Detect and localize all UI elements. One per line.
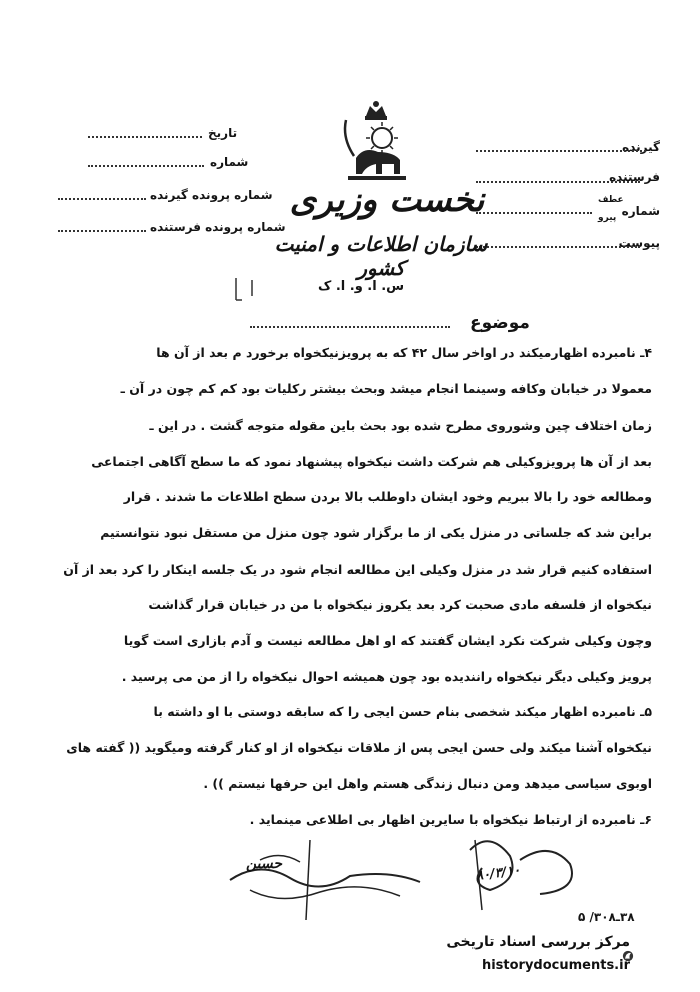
watermark-title: مرکز بررسی اسناد تاریخی: [446, 934, 630, 950]
subject-line: [250, 326, 450, 328]
document-number: ۳۸ـ۳۰۸/ ۵: [578, 910, 635, 924]
body-line: ۶ـ نامبرده از ارتباط نیکخواه با سایرین اظهار بی اطلاعی مینماید .: [249, 812, 652, 827]
headquarters-title: نخست وزیری: [289, 180, 485, 220]
body-line: معمولا در خیابان وکافه وسینما انجام میشد وبحث بیشتر رکلیات بود کم کم چون در آن ـ: [120, 381, 652, 396]
body-line: پرویز وکیلی دیگر نیکخواه رانندیده بود چون همیشه احوال نیکخواه را از من می پرسید .: [121, 669, 652, 684]
body-line: اوبوی سیاسی میدهد ومن دنبال زندگی هستم واهل این حرفها نیستم )) .: [203, 776, 652, 791]
handwritten-note: حسین: [246, 856, 283, 872]
number-label-left: شماره: [210, 155, 249, 169]
date-label: تاریخ: [208, 126, 238, 140]
number-sub-top: عطف: [598, 195, 624, 205]
number-label-right: شماره: [621, 204, 660, 218]
recipient-file-label: شماره پرونده گیرنده: [150, 188, 273, 202]
subject-label: موضوع: [470, 313, 530, 333]
recipient-label: گیرنده: [622, 140, 660, 154]
bracket-mark-icon: [232, 274, 262, 304]
watermark-logo-icon: [622, 928, 682, 984]
number-line-left: [88, 165, 204, 167]
body-line: وچون وکیلی شرکت نکرد ایشان گفتند که او اهل مطالعه نیست و آدم بازاری است گویا: [123, 633, 652, 648]
body-line: استفاده کنیم قرار شد در منزل وکیلی این مطالعه انجام شود در یک جلسه اینکار را کرد بعد از آن: [63, 562, 652, 577]
body-line: بعد از آن ها پرویزوکیلی هم شرکت داشت نیکخواه پیشنهاد نمود که ما سطح آگاهی اجتماعی: [91, 454, 652, 469]
watermark-url: historydocuments.ir: [481, 958, 630, 973]
body-line: نیکخواه آشنا میکند ولی حسن ایجی پس از ملاقات نیکخواه از او کنار گرفته ومیگوید (( گفته های: [66, 740, 652, 755]
sender-file-line: [58, 230, 146, 232]
body-line: ۵ـ نامبرده اظهار میکند شخصی بنام حسن ایجی را که سابقه دوستی با او داشته با: [153, 704, 652, 719]
organization-title: سازمان اطلاعات و امنیت کشور: [274, 232, 488, 280]
sender-file-label: شماره پرونده فرستنده: [150, 220, 286, 234]
recipient-line: [476, 150, 646, 152]
handwritten-date: ۸۰/۳/۱۰: [475, 862, 522, 885]
body-line: ۴ـ نامبرده اظهارمیکند در اواخر سال ۴۲ که به پرویزنیکخواه برخورد م بعد از آن ها: [156, 345, 652, 360]
body-line: براین شد که جلساتی در منزل یکی از ما برگزار شود چون منزل من مستقل نبود نتوانستیم: [100, 525, 652, 540]
body-line: نیکخواه از فلسفه مادی صحبت کرد بعد یکروز نیکخواه با من در خیابان قرار گذاشت: [148, 597, 652, 612]
recipient-file-line: [58, 198, 146, 200]
handwritten-signature-icon: [220, 820, 640, 930]
date-line: [88, 136, 202, 138]
attachment-label: پیوست: [618, 236, 660, 250]
lion-and-sun-emblem-icon: [338, 98, 414, 186]
reference-code: س. ا. و. ا. ک: [318, 279, 405, 294]
body-line: ومطالعه خود را بالا ببریم وخود ایشان داوطلب بالا بردن سطح اطلاعات ما شدند . قرار: [123, 489, 652, 504]
number-sub-bottom: پیرو: [598, 213, 617, 223]
body-line: زمان اختلاف چین وشوروی مطرح شده بود بحث باین مقوله متوجه گشت . در این ـ: [149, 418, 652, 433]
sender-label: فرستنده: [609, 170, 660, 184]
